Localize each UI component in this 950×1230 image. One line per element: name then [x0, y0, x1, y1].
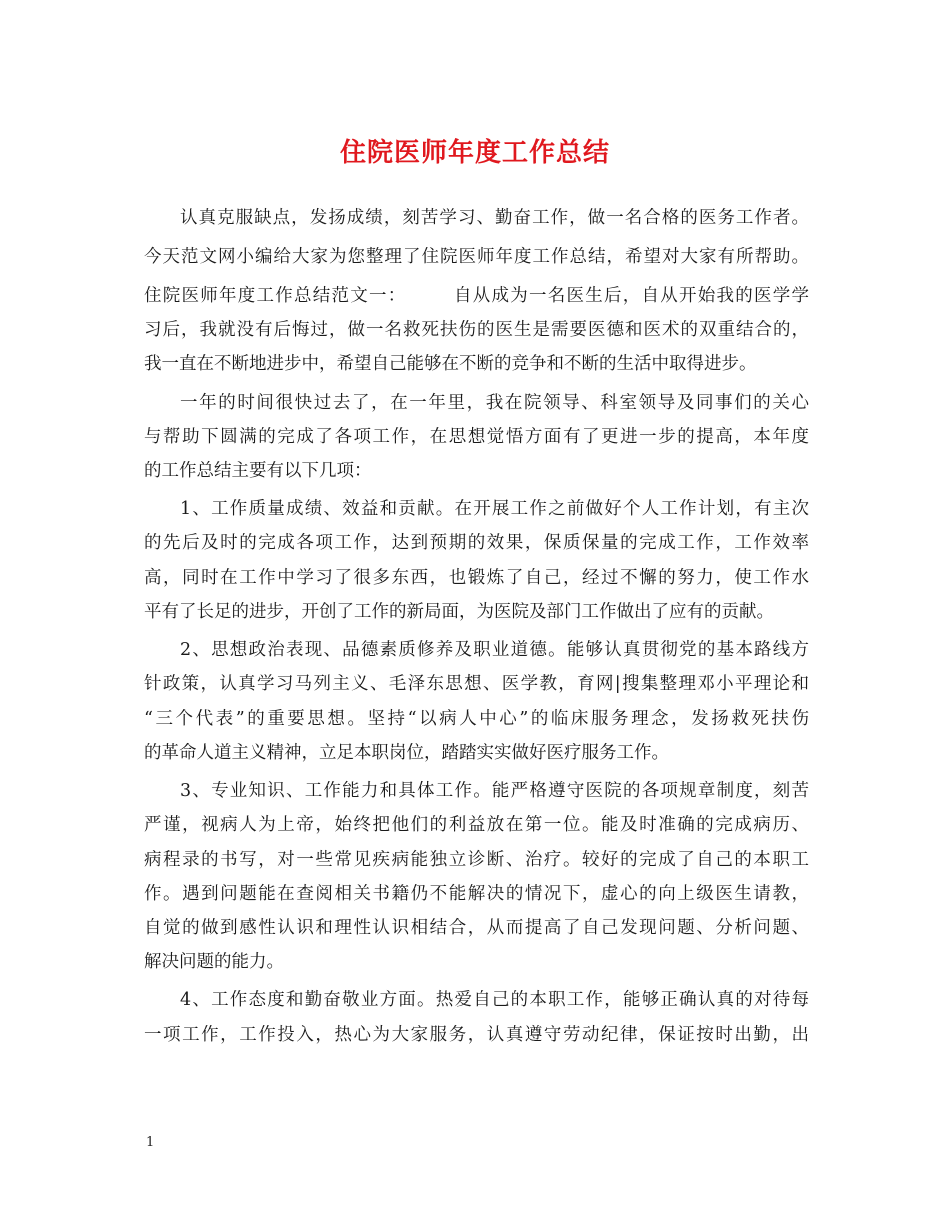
paragraph-line: 的革命人道主义精神，立足本职岗位，踏踏实实做好医疗服务工作。 — [144, 743, 669, 763]
paragraph-line: 作。遇到问题能在查阅相关书籍仍不能解决的情况下，虚心的向上级医生请教， — [144, 884, 809, 904]
paragraph-line: 自觉的做到感性认识和理性认识相结合，从而提高了自己发现问题、分析问题、 — [144, 918, 809, 938]
paragraph-line: 我一直在不断地进步中，希望自己能够在不断的竞争和不断的生活中取得进步。 — [144, 354, 757, 374]
paragraph-line: “三个代表”的重要思想。坚持“以病人中心”的临床服务理念，发扬救死扶伤 — [144, 709, 809, 729]
paragraph-line: 今天范文网小编给大家为您整理了住院医师年度工作总结，希望对大家有所帮助。 — [144, 247, 809, 267]
paragraph-line: 认真克服缺点，发扬成绩，刻苦学习、勤奋工作，做一名合格的医务工作者。 — [180, 208, 809, 228]
paragraph-line: 病程录的书写，对一些常见疾病能独立诊断、治疗。较好的完成了自己的本职工 — [144, 850, 809, 870]
paragraph-line: 针政策，认真学习马列主义、毛泽东思想、医学教，育网|搜集整理邓小平理论和 — [144, 674, 809, 694]
paragraph-line: 3、专业知识、工作能力和具体工作。能严格遵守医院的各项规章制度，刻苦 — [180, 781, 809, 801]
paragraph-line: 4、工作态度和勤奋敬业方面。热爱自己的本职工作，能够正确认真的对待每 — [180, 990, 809, 1010]
paragraph-line: 解决问题的能力。 — [144, 952, 284, 972]
paragraph-line: 的先后及时的完成各项工作，达到预期的效果，保质保量的完成工作，工作效率 — [144, 533, 809, 553]
paragraph-line: 与帮助下圆满的完成了各项工作，在思想觉悟方面有了更进一步的提高，本年度 — [144, 427, 809, 447]
paragraph-line: 严谨，视病人为上帝，始终把他们的利益放在第一位。能及时准确的完成病历、 — [144, 815, 809, 835]
paragraph-line: 2、思想政治表现、品德素质修养及职业道德。能够认真贯彻党的基本路线方 — [180, 640, 809, 660]
paragraph-line: 平有了长足的进步，开创了工作的新局面，为医院及部门工作做出了应有的贡献。 — [144, 602, 774, 622]
document-title: 住院医师年度工作总结 — [339, 138, 610, 168]
paragraph-line: 高，同时在工作中学习了很多东西，也锻炼了自己，经过不懈的努力，使工作水 — [144, 568, 809, 588]
paragraph-line: 一项工作，工作投入，热心为大家服务，认真遵守劳动纪律，保证按时出勤，出 — [144, 1025, 809, 1045]
paragraph-line: 住院医师年度工作总结范文一： 自从成为一名医生后，自从开始我的医学学 — [144, 286, 809, 306]
paragraph-line: 的工作总结主要有以下几项： — [144, 461, 372, 481]
page-number: 1 — [146, 1135, 155, 1150]
paragraph-line: 1、工作质量成绩、效益和贡献。在开展工作之前做好个人工作计划，有主次 — [180, 499, 809, 519]
paragraph-line: 一年的时间很快过去了，在一年里，我在院领导、科室领导及同事们的关心 — [180, 393, 809, 413]
paragraph-line: 习后，我就没有后悔过，做一名救死扶伤的医生是需要医德和医术的双重结合的， — [144, 320, 809, 340]
